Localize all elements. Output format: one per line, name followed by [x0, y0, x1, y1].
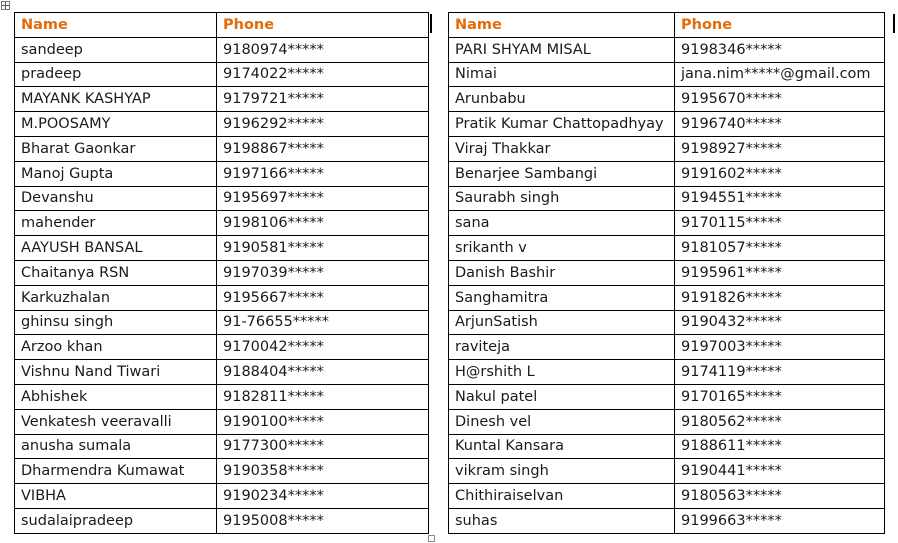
contact-phone-cell[interactable]: 9197166***** [217, 161, 429, 186]
table-row [449, 136, 885, 161]
table-row [15, 360, 429, 385]
contact-phone-cell[interactable]: 9190432***** [675, 310, 885, 335]
move-arrows-icon [2, 2, 9, 9]
contact-phone-cell[interactable]: 9190441***** [675, 459, 885, 484]
contact-phone-cell[interactable]: 9195697***** [217, 186, 429, 211]
contact-name-cell[interactable]: Vishnu Nand Tiwari [15, 360, 217, 385]
contacts-table-right [448, 12, 885, 534]
contact-name-cell[interactable]: anusha sumala [15, 434, 217, 459]
contact-phone-cell[interactable]: 9170115***** [675, 211, 885, 236]
contact-name-cell[interactable]: ghinsu singh [15, 310, 217, 335]
contact-name-cell[interactable]: raviteja [449, 335, 675, 360]
contact-phone-cell[interactable]: 9170042***** [217, 335, 429, 360]
row-end-marker [430, 14, 432, 33]
table-row [15, 37, 429, 62]
contact-name-cell[interactable]: Karkuzhalan [15, 285, 217, 310]
table-row [15, 161, 429, 186]
table-row [15, 87, 429, 112]
table-row [449, 112, 885, 137]
contact-name-cell[interactable]: PARI SHYAM MISAL [449, 37, 675, 62]
contact-phone-cell[interactable]: 9190581***** [217, 236, 429, 261]
table-row [15, 384, 429, 409]
contact-phone-cell[interactable]: 9191826***** [675, 285, 885, 310]
table-row [449, 87, 885, 112]
contact-name-cell[interactable]: MAYANK KASHYAP [15, 87, 217, 112]
table-row [449, 484, 885, 509]
contact-name-cell[interactable]: vikram singh [449, 459, 675, 484]
table-row [449, 211, 885, 236]
table-row [449, 236, 885, 261]
contact-phone-cell[interactable]: 9195670***** [675, 87, 885, 112]
table-row [449, 285, 885, 310]
table-row [15, 459, 429, 484]
contact-name-cell[interactable]: Chithiraiselvan [449, 484, 675, 509]
contact-phone-cell[interactable]: 9174022***** [217, 62, 429, 87]
header-row [15, 13, 429, 38]
table-row [15, 484, 429, 509]
contact-phone-cell[interactable]: 9199663***** [675, 508, 885, 533]
table-row [449, 360, 885, 385]
contact-phone-cell[interactable]: 9198106***** [217, 211, 429, 236]
table-row [15, 62, 429, 87]
contact-name-cell[interactable]: sudalaipradeep [15, 508, 217, 533]
contact-name-cell[interactable]: Pratik Kumar Chattopadhyay [449, 112, 675, 137]
table-row [449, 310, 885, 335]
contacts-table-left [14, 12, 429, 534]
row-end-marker [893, 14, 895, 33]
table-row [15, 211, 429, 236]
contact-name-cell[interactable]: Venkatesh veeravalli [15, 409, 217, 434]
table-row [449, 335, 885, 360]
contact-name-cell[interactable]: Benarjee Sambangi [449, 161, 675, 186]
phone-column-header: Phone [217, 13, 429, 38]
table-row [15, 260, 429, 285]
contact-phone-cell[interactable]: 9188611***** [675, 434, 885, 459]
contact-name-cell[interactable]: Bharat Gaonkar [15, 136, 217, 161]
contact-phone-cell[interactable]: 9190100***** [217, 409, 429, 434]
table-row [449, 459, 885, 484]
table-row [449, 409, 885, 434]
contact-name-cell[interactable]: Manoj Gupta [15, 161, 217, 186]
table-row [449, 434, 885, 459]
contact-phone-cell[interactable]: 9197039***** [217, 260, 429, 285]
name-column-header: Name [449, 13, 675, 38]
contact-name-cell[interactable]: sana [449, 211, 675, 236]
contact-phone-cell[interactable]: jana.nim*****@gmail.com [675, 62, 885, 87]
contact-name-cell[interactable]: Kuntal Kansara [449, 434, 675, 459]
contact-name-cell[interactable]: Chaitanya RSN [15, 260, 217, 285]
contact-phone-cell[interactable]: 9177300***** [217, 434, 429, 459]
contact-name-cell[interactable]: mahender [15, 211, 217, 236]
table-row [15, 236, 429, 261]
contact-phone-cell[interactable]: 9198927***** [675, 136, 885, 161]
contact-phone-cell[interactable]: 9198867***** [217, 136, 429, 161]
table-resize-handle[interactable] [428, 535, 435, 542]
contact-name-cell[interactable]: sandeep [15, 37, 217, 62]
contact-name-cell[interactable]: Viraj Thakkar [449, 136, 675, 161]
table-row [15, 434, 429, 459]
contact-name-cell[interactable]: ArjunSatish [449, 310, 675, 335]
table-row [449, 260, 885, 285]
contact-name-cell[interactable]: Devanshu [15, 186, 217, 211]
contact-phone-cell[interactable]: 9196292***** [217, 112, 429, 137]
contact-name-cell[interactable]: Nimai [449, 62, 675, 87]
contact-phone-cell[interactable]: 9170165***** [675, 384, 885, 409]
contact-phone-cell[interactable]: 9179721***** [217, 87, 429, 112]
contact-name-cell[interactable]: pradeep [15, 62, 217, 87]
contact-phone-cell[interactable]: 9188404***** [217, 360, 429, 385]
table-move-handle[interactable] [1, 1, 10, 10]
table-row [449, 161, 885, 186]
table-row [15, 508, 429, 533]
table-row [449, 384, 885, 409]
table-row [15, 186, 429, 211]
contact-phone-cell[interactable]: 9174119***** [675, 360, 885, 385]
contact-phone-cell[interactable]: 9195667***** [217, 285, 429, 310]
contact-phone-cell[interactable]: 9191602***** [675, 161, 885, 186]
table-row [449, 186, 885, 211]
contact-phone-cell[interactable]: 9198346***** [675, 37, 885, 62]
contact-name-cell[interactable]: Arzoo khan [15, 335, 217, 360]
contact-name-cell[interactable]: AAYUSH BANSAL [15, 236, 217, 261]
contact-phone-cell[interactable]: 9194551***** [675, 186, 885, 211]
contact-phone-cell[interactable]: 9182811***** [217, 384, 429, 409]
contact-phone-cell[interactable]: 9181057***** [675, 236, 885, 261]
contact-name-cell[interactable]: H@rshith L [449, 360, 675, 385]
contact-name-cell[interactable]: suhas [449, 508, 675, 533]
table-row [15, 409, 429, 434]
table-row [15, 285, 429, 310]
phone-column-header: Phone [675, 13, 885, 38]
contact-phone-cell[interactable]: 9180563***** [675, 484, 885, 509]
contact-phone-cell[interactable]: 9197003***** [675, 335, 885, 360]
contact-name-cell[interactable]: Saurabh singh [449, 186, 675, 211]
contact-name-cell[interactable]: Arunbabu [449, 87, 675, 112]
contact-phone-cell[interactable]: 9195961***** [675, 260, 885, 285]
table-row [449, 62, 885, 87]
contact-name-cell[interactable]: Danish Bashir [449, 260, 675, 285]
header-row [449, 13, 885, 38]
table-row [449, 37, 885, 62]
contact-name-cell[interactable]: Sanghamitra [449, 285, 675, 310]
contact-phone-cell[interactable]: 9190358***** [217, 459, 429, 484]
name-column-header: Name [15, 13, 217, 38]
table-row [449, 508, 885, 533]
contact-phone-cell[interactable]: 9180974***** [217, 37, 429, 62]
contact-name-cell[interactable]: Nakul patel [449, 384, 675, 409]
contact-name-cell[interactable]: Dinesh vel [449, 409, 675, 434]
contact-name-cell[interactable]: VIBHA [15, 484, 217, 509]
table-row [15, 136, 429, 161]
contact-name-cell[interactable]: srikanth v [449, 236, 675, 261]
contact-phone-cell[interactable]: 9195008***** [217, 508, 429, 533]
contact-name-cell[interactable]: Abhishek [15, 384, 217, 409]
table-row [15, 310, 429, 335]
contact-name-cell[interactable]: M.POOSAMY [15, 112, 217, 137]
contact-phone-cell[interactable]: 9196740***** [675, 112, 885, 137]
contact-name-cell[interactable]: Dharmendra Kumawat [15, 459, 217, 484]
contact-phone-cell[interactable]: 9190234***** [217, 484, 429, 509]
contact-phone-cell[interactable]: 91-76655***** [217, 310, 429, 335]
table-row [15, 112, 429, 137]
table-row [15, 335, 429, 360]
contact-phone-cell[interactable]: 9180562***** [675, 409, 885, 434]
